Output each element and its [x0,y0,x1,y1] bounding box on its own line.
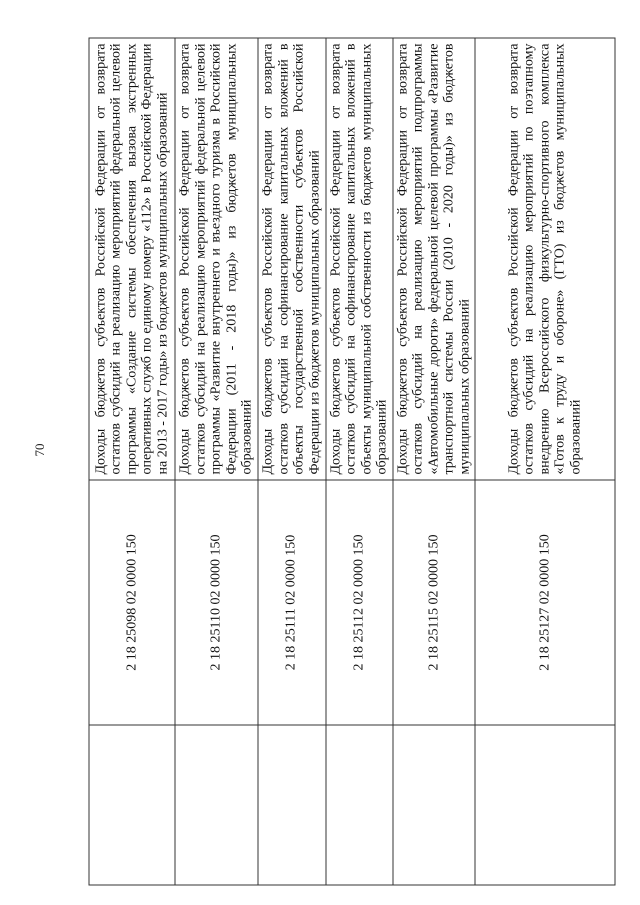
admin-code-cell [475,725,615,885]
admin-code-cell [89,725,175,885]
table-row [257,38,325,885]
budget-code-cell: 2 18 25098 02 0000 150 [89,480,175,725]
table-row [325,38,392,885]
admin-code-cell [325,725,392,885]
table-row [392,38,475,885]
admin-code-cell [392,725,475,885]
description-cell: Доходы бюджетов субъектов Российской Федерации от возврата остатков субсидий на реализацию мероприятий федеральной целевой программы «Создание системы обеспечения вызова экстренных оперативных служб по единому номеру «112» в Российской Федерации на 2013 - 2017 годы» из бюджетов муниципальных образований [89,38,175,480]
table-row [475,38,615,885]
description-cell: Доходы бюджетов субъектов Российской Федерации от возврата остатков субсидий на реализацию мероприятий федеральной целевой программы «Развитие внутреннего и въездного туризма в Российской Федерации (2011 - 2018 годы)» из бюджетов муниципальных образований [175,38,258,480]
admin-code-cell [257,725,325,885]
budget-code-cell: 2 18 25115 02 0000 150 [392,480,475,725]
description-cell: Доходы бюджетов субъектов Российской Федерации от возврата остатков субсидий на софинансирование капитальных вложений в объекты государственной собственности субъектов Российской Федерации из бюджетов муниципальных образований [257,38,325,480]
page-number: 70 [32,443,47,457]
description-cell: Доходы бюджетов субъектов Российской Федерации от возврата остатков субсидий на реализацию мероприятий по поэтапному внедрению Всероссийского физкультурно-спортивного комплекса «Готов к труду и обороне» (ГТО) из бюджетов муниципальных образований [475,38,615,480]
budget-code-cell: 2 18 25110 02 0000 150 [175,480,258,725]
budget-code-cell: 2 18 25111 02 0000 150 [257,480,325,725]
budget-code-cell: 2 18 25127 02 0000 150 [475,480,615,725]
table-row [175,38,258,885]
budget-code-table [88,37,615,885]
rotated-table-container [88,38,587,885]
description-cell: Доходы бюджетов субъектов Российской Федерации от возврата остатков субсидий на софинансирование капитальных вложений в объекты муниципальной собственности из бюджетов муниципальных образований [325,38,392,480]
table-row [89,38,175,885]
admin-code-cell [175,725,258,885]
description-cell: Доходы бюджетов субъектов Российской Федерации от возврата остатков субсидий на реализацию мероприятий подпрограммы «Автомобильные дороги» федеральной целевой программы «Развитие транспортной системы России (2010 - 2020 годы)» из бюджетов муниципальных образований [392,38,475,480]
budget-code-cell: 2 18 25112 02 0000 150 [325,480,392,725]
